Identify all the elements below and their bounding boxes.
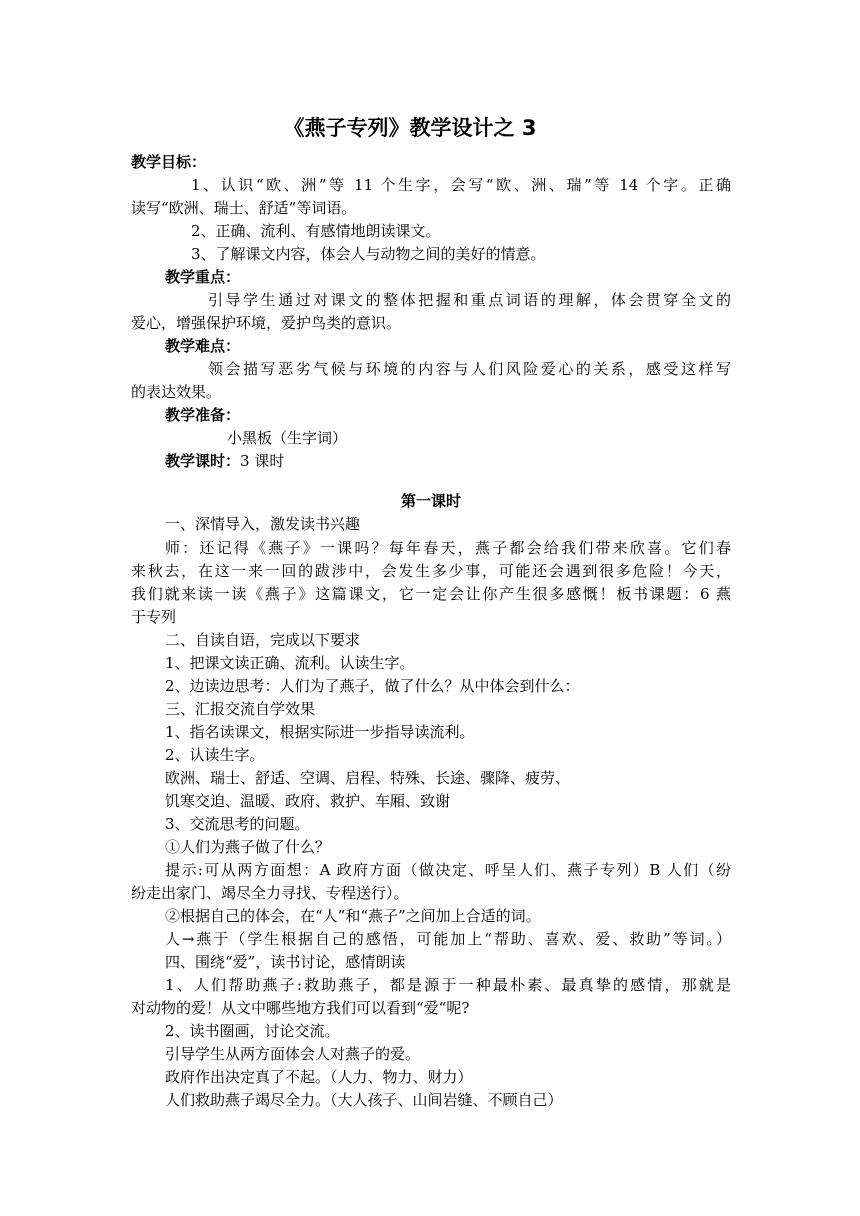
lesson-1-line: 三、汇报交流自学效果 xyxy=(165,700,316,718)
lesson-1-line: ②根据自己的体会，在“人”和“燕子”之间加上合适的词。 xyxy=(165,907,541,925)
preparation-content: 小黑板（生字词） xyxy=(227,429,348,447)
lesson-1-line: 1、人们帮助燕子:救助燕子，都是源于一种最朴素、最真挚的感情，那就是 xyxy=(165,976,731,994)
difficulties-line-2: 的表达效果。 xyxy=(131,383,222,401)
difficulties-heading: 教学难点： xyxy=(165,337,241,355)
preparation-heading: 教学准备： xyxy=(165,406,241,424)
lesson-1-line: 提示:可从两方面想：A 政府方面（做决定、呼呈人们、燕子专列）B 人们（纷 xyxy=(165,861,731,879)
goals-heading: 教学目标： xyxy=(131,153,207,171)
goal-3: 3、了解课文内容，体会人与动物之间的美好的情意。 xyxy=(191,245,546,263)
lesson-1-line: 对动物的爱！从文中哪些地方我们可以看到“爱“呢? xyxy=(131,999,470,1017)
lesson-1-line: 欧洲、瑞士、舒适、空调、启程、特殊、长途、骤降、疲劳、 xyxy=(165,769,571,787)
lesson-1-line: 人们救助燕子竭尽全力。（大人孩子、山间岩缝、不顾自己） xyxy=(165,1091,563,1109)
goal-1-line-1: 1、认识“欧、洲”等 11 个生字，会写“欧、洲、瑞”等 14 个字。正确 xyxy=(191,176,731,194)
lesson-1-line: 饥寒交迫、温暖、政府、救护、车厢、致谢 xyxy=(165,792,451,810)
lesson-1-line: 二、自读自语，完成以下要求 xyxy=(165,631,361,649)
lesson-1-heading: 第一课时 xyxy=(400,492,461,510)
lesson-1-line: 纷走出家门、竭尽全力寻找、专程送行）。 xyxy=(131,884,409,902)
lesson-1-line: 一、深情导入，激发读书兴趣 xyxy=(165,515,361,533)
lesson-1-line: 于专列 xyxy=(131,608,177,626)
key-points-line-1: 引导学生通过对课文的整体把握和重点词语的理解，体会贯穿全文的 xyxy=(208,291,731,309)
goal-1-line-2: 读写“欧洲、瑞士、舒适”等词语。 xyxy=(131,199,357,217)
lesson-1-line: 师：还记得《燕子》一课吗？每年春天，燕子都会给我们带来欣喜。它们春 xyxy=(165,539,731,557)
lesson-1-line: 引导学生从两方面体会人对燕子的爱。 xyxy=(165,1045,421,1063)
lesson-1-line: 人→燕于（学生根据自己的感悟，可能加上“帮助、喜欢、爱、救助”等词。） xyxy=(165,930,731,948)
lesson-1-line: 我们就来读一读《燕子》这篇课文，它一定会让你产生很多感慨！板书课题：6 燕 xyxy=(131,585,731,603)
key-points-line-2: 爱心，增强保护环境，爱护鸟类的意识。 xyxy=(131,314,402,332)
lesson-hours-heading: 教学课时： xyxy=(165,452,241,470)
goal-2: 2、正确、流利、有感情地朗读课文。 xyxy=(191,222,441,240)
lesson-1-line: 2、边读边思考：人们为了燕子，做了什么？从中体会到什么： xyxy=(165,677,580,695)
lesson-1-line: 3、交流思考的问题。 xyxy=(165,815,310,833)
lesson-1-line: 2、认读生字。 xyxy=(165,746,265,764)
lesson-1-line: 1、把课文读正确、流利。认读生字。 xyxy=(165,654,415,672)
lesson-1-line: 四、围绕“爱”，读书讨论，感情朗读 xyxy=(165,953,406,971)
lesson-hours xyxy=(165,450,765,473)
key-points-heading: 教学重点： xyxy=(165,268,241,286)
lesson-1-line: 来秋去，在这一来一回的跋涉中，会发生多少事，可能还会遇到很多危险！今天， xyxy=(131,562,731,580)
document-title: 《燕子专列》教学设计之 3 xyxy=(283,116,537,140)
difficulties-line-1: 领会描写恶劣气候与环境的内容与人们风险爱心的关系，感受这样写 xyxy=(208,360,731,378)
lesson-1-line: ①人们为燕子做了什么？ xyxy=(165,838,331,856)
lesson-hours-value: 3 课时 xyxy=(240,452,285,470)
lesson-1-line: 政府作出决定真了不起。（人力、物力、财力） xyxy=(165,1068,473,1086)
lesson-1-line: 2、读书圈画，讨论交流。 xyxy=(165,1022,340,1040)
lesson-1-line: 1、指名读课文，根据实际进一步指导读流利。 xyxy=(165,723,475,741)
